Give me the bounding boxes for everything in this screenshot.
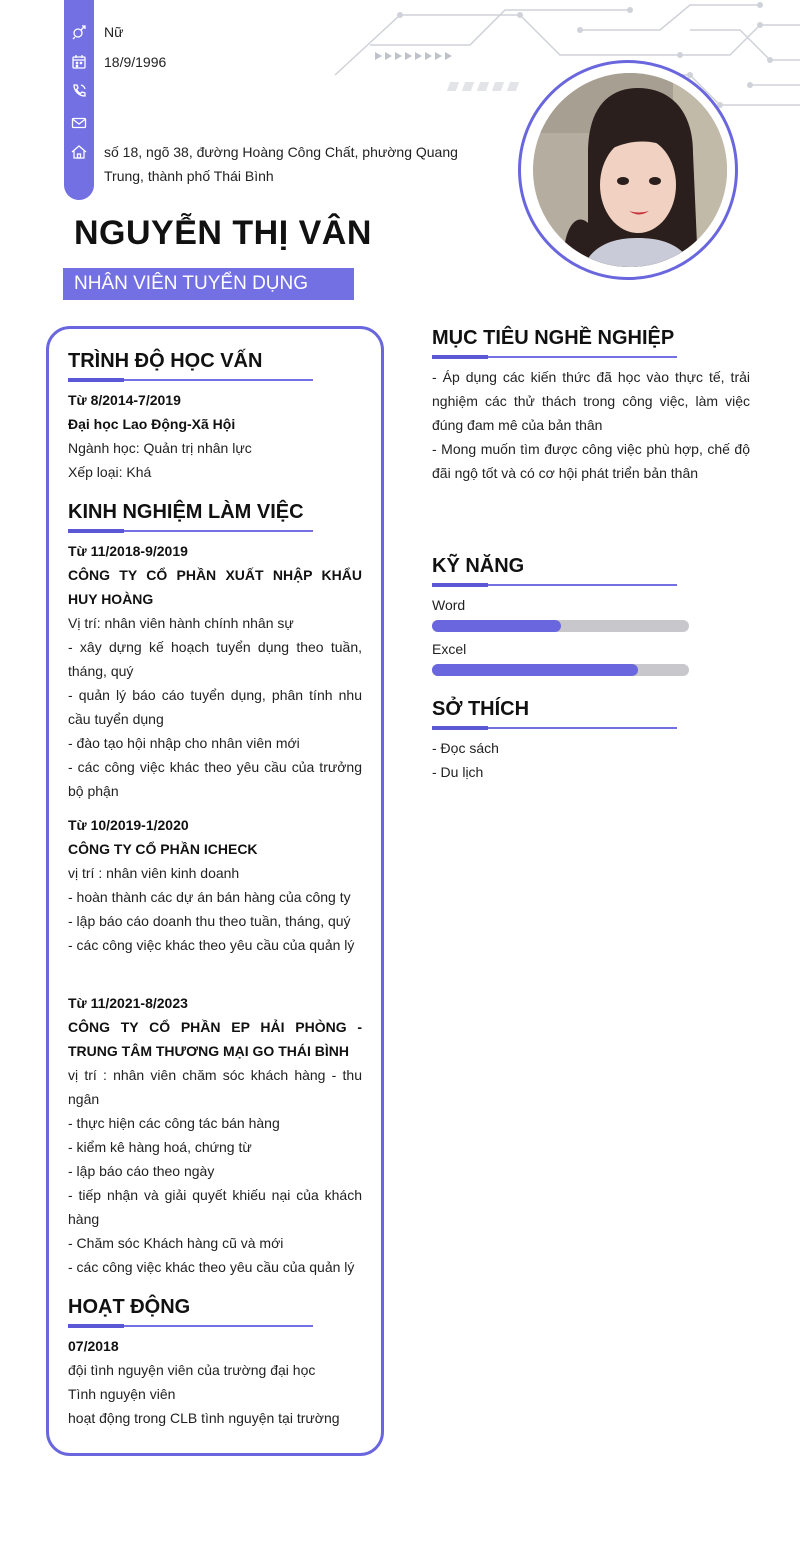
objective-title: MỤC TIÊU NGHỀ NGHIỆP: [432, 327, 675, 349]
skill-name-word: Word: [432, 597, 466, 613]
education-school: Đại học Lao Động-Xã Hội: [68, 416, 236, 432]
job1-duty: - đào tạo hội nhập cho nhân viên mới: [68, 735, 300, 751]
job1-company: CÔNG TY CỔ PHẦN XUẤT NHẬP KHẨU HUY HOÀNG: [68, 567, 362, 607]
job1-period: Từ 11/2018-9/2019: [68, 543, 188, 559]
objective-paragraph-2: - Mong muốn tìm được công việc phù hợp, chế độ đãi ngộ tốt và có cơ hội phát triển bản thân: [432, 441, 750, 481]
job3-duty: - Chăm sóc Khách hàng cũ và mới: [68, 1235, 284, 1251]
education-period: Từ 8/2014-7/2019: [68, 392, 181, 408]
education-underline: [68, 379, 313, 381]
job3-duty: - các công việc khác theo yêu cầu của quản lý: [68, 1259, 355, 1275]
calendar-icon: [70, 53, 88, 71]
job2-duty: - lập báo cáo doanh thu theo tuần, tháng, quý: [68, 913, 351, 929]
job2-period: Từ 10/2019-1/2020: [68, 817, 189, 833]
job3-duty: - kiểm kê hàng hoá, chứng từ: [68, 1139, 252, 1155]
hobbies-underline: [432, 727, 677, 729]
address-line2: Trung, thành phố Thái Bình: [104, 168, 274, 184]
job3-position: vị trí : nhân viên chăm sóc khách hàng - thu ngân: [68, 1067, 362, 1107]
job3-duty: - thực hiện các công tác bán hàng: [68, 1115, 280, 1131]
activity-role: Tình nguyện viên: [68, 1386, 176, 1402]
birthday-text: 18/9/1996: [104, 54, 167, 70]
job2-duty: - hoàn thành các dự án bán hàng của công ty: [68, 889, 351, 905]
skills-title: KỸ NĂNG: [432, 555, 525, 577]
activity-date: 07/2018: [68, 1338, 119, 1354]
experience-underline: [68, 530, 313, 532]
activity-desc: hoạt động trong CLB tình nguyện tại trường: [68, 1410, 340, 1426]
education-title: TRÌNH ĐỘ HỌC VẤN: [68, 350, 263, 372]
job3-duty: - lập báo cáo theo ngày: [68, 1163, 215, 1179]
gender-icon: [70, 23, 88, 41]
job3-duty: - tiếp nhận và giải quyết khiếu nại của khách hàng: [68, 1187, 362, 1227]
job1-duty: - quản lý báo cáo tuyển dụng, phân tính nhu cầu tuyển dụng: [68, 687, 362, 727]
job1-duty: - các công việc khác theo yêu cầu của trưởng bộ phận: [68, 759, 362, 799]
activity-org: đội tình nguyện viên của trường đại học: [68, 1362, 316, 1378]
job1-duty: - xây dựng kế hoạch tuyển dụng theo tuần, tháng, quý: [68, 639, 362, 679]
gender-text: Nữ: [104, 24, 124, 40]
avatar: [533, 73, 727, 267]
job2-position: vị trí : nhân viên kinh doanh: [68, 865, 240, 881]
phone-icon: [70, 82, 88, 100]
hobby-item: - Du lịch: [432, 764, 484, 780]
skill-bar-excel: [432, 664, 689, 676]
job2-duty: - các công việc khác theo yêu cầu của quản lý: [68, 937, 355, 953]
job-title: NHÂN VIÊN TUYỂN DỤNG: [63, 268, 354, 300]
objective-underline: [432, 356, 677, 358]
experience-title: KINH NGHIỆM LÀM VIỆC: [68, 501, 304, 523]
skill-name-excel: Excel: [432, 641, 467, 657]
job3-period: Từ 11/2021-8/2023: [68, 995, 188, 1011]
activities-title: HOẠT ĐỘNG: [68, 1296, 191, 1318]
candidate-name: NGUYỄN THỊ VÂN: [74, 214, 372, 252]
skills-underline: [432, 584, 677, 586]
education-major: Ngành học: Quản trị nhân lực: [68, 440, 252, 456]
home-icon: [70, 143, 88, 161]
objective-paragraph-1: - Áp dụng các kiến thức đã học vào thực tế, trải nghiệm các thử thách trong công việc, làm việc đúng đam mê của bản thân: [432, 369, 750, 433]
address-line1: số 18, ngõ 38, đường Hoàng Công Chất, phường Quang: [104, 144, 458, 160]
hobby-item: - Đọc sách: [432, 740, 499, 756]
email-icon: [70, 114, 88, 132]
job1-position: Vị trí: nhân viên hành chính nhân sự: [68, 615, 294, 631]
education-grade: Xếp loại: Khá: [68, 464, 152, 480]
job3-company: CÔNG TY CỔ PHẦN EP HẢI PHÒNG - TRUNG TÂM THƯƠNG MẠI GO THÁI BÌNH: [68, 1019, 362, 1059]
job2-company: CÔNG TY CỔ PHẦN ICHECK: [68, 841, 258, 857]
hobbies-title: SỞ THÍCH: [432, 698, 530, 720]
activities-underline: [68, 1325, 313, 1327]
skill-bar-word: [432, 620, 689, 632]
